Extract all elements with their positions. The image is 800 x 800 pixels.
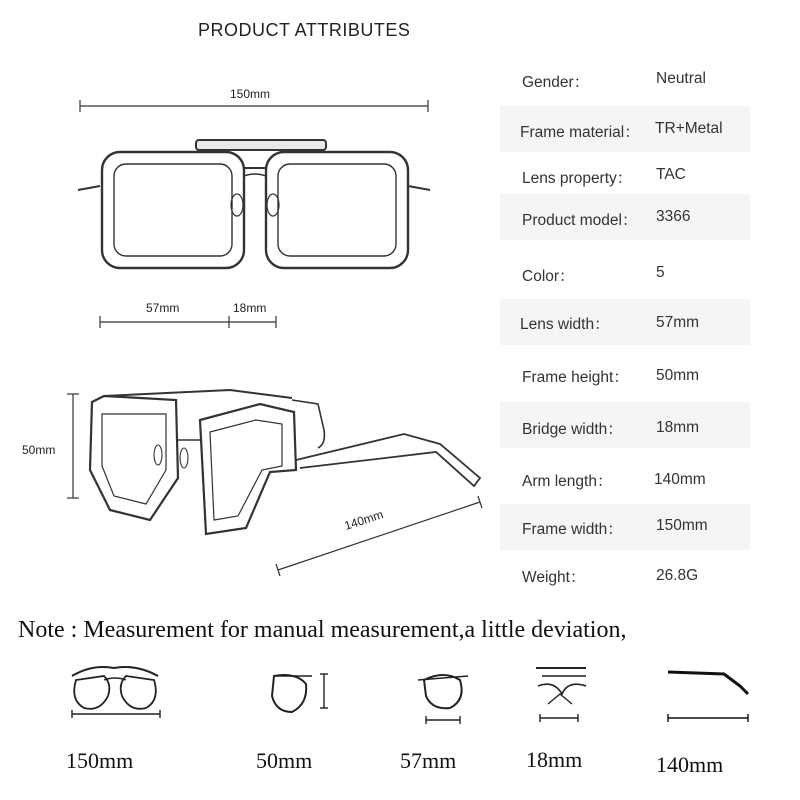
measurement-note: Note : Measurement for manual measurement,a little deviation, <box>18 617 627 643</box>
spec-value: Neutral <box>656 70 706 87</box>
thumb-arm <box>668 672 748 722</box>
spec-value: TAC <box>656 166 686 183</box>
height-dimension-line <box>67 394 79 498</box>
spec-label: Color： <box>522 268 575 285</box>
spec-label: Lens width： <box>520 316 610 333</box>
lens-bridge-dimension-line <box>100 316 276 328</box>
spec-label: Lens property： <box>522 170 633 187</box>
arm-length-label: 140mm <box>342 507 385 533</box>
spec-label: Product model： <box>522 212 638 229</box>
spec-label: Bridge width： <box>522 421 623 438</box>
front-view-glasses <box>78 140 430 268</box>
spec-value: 18mm <box>656 419 700 436</box>
spec-label: Arm length： <box>522 473 613 490</box>
bottom-label-lens-width: 57mm <box>400 748 457 773</box>
spec-row-frame-material <box>500 106 750 152</box>
thumb-total-width <box>72 667 160 718</box>
specs-table <box>500 44 750 600</box>
spec-value: 26.8G <box>656 567 699 584</box>
spec-label: Gender： <box>522 74 590 91</box>
width-dimension-line <box>80 100 428 112</box>
height-label: 50mm <box>22 443 56 457</box>
spec-row-frame-height <box>500 350 750 396</box>
spec-value: 140mm <box>654 471 706 488</box>
bridge-width-label: 18mm <box>233 301 267 315</box>
spec-value: 3366 <box>656 208 691 225</box>
thumb-height <box>272 674 328 712</box>
thumb-lens-width <box>418 675 468 724</box>
spec-value: 57mm <box>656 314 700 331</box>
thumb-bridge <box>536 668 586 722</box>
spec-row-product-model <box>500 194 750 240</box>
spec-row-lens-property <box>500 152 750 198</box>
spec-label: Weight： <box>522 569 586 586</box>
bottom-label-height: 50mm <box>256 748 313 773</box>
spec-row-lens-width <box>500 299 750 345</box>
spec-value: 50mm <box>656 367 700 384</box>
perspective-view-glasses <box>90 390 480 534</box>
bottom-label-total-width: 150mm <box>66 748 134 773</box>
lens-width-label: 57mm <box>146 301 180 315</box>
spec-row-weight <box>500 552 750 598</box>
spec-row-frame-width <box>500 504 750 550</box>
spec-row-color <box>500 250 750 296</box>
spec-row-arm-length <box>500 454 750 500</box>
spec-row-gender <box>500 58 750 104</box>
spec-label: Frame material： <box>520 124 640 141</box>
spec-value: TR+Metal <box>655 120 723 137</box>
bottom-label-bridge: 18mm <box>526 747 583 772</box>
width-dimension-label: 150mm <box>230 87 271 101</box>
spec-value: 5 <box>656 264 665 281</box>
page-title: PRODUCT ATTRIBUTES <box>198 20 411 40</box>
bottom-label-arm-length: 140mm <box>656 752 724 777</box>
spec-label: Frame width： <box>522 521 623 538</box>
spec-row-bridge-width <box>500 402 750 448</box>
spec-value: 150mm <box>656 517 708 534</box>
spec-label: Frame height： <box>522 369 629 386</box>
